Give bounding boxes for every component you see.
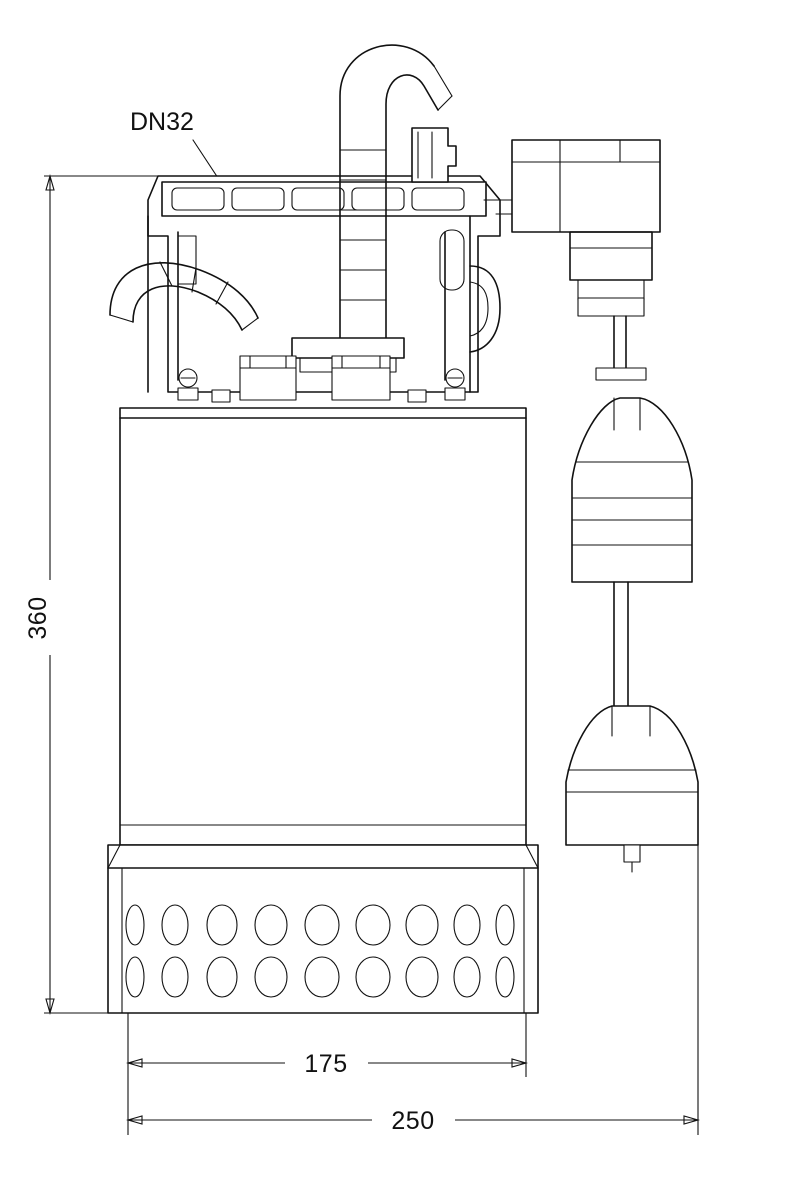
dimension-250: 250 [391,1107,435,1135]
suction-strainer [108,845,538,1013]
float-switch-housing [512,140,660,232]
float-upper [572,398,692,582]
pump-assembly [108,45,538,1013]
float-lower [566,706,698,845]
cable-gland [412,128,456,182]
discharge-flange [292,338,404,358]
dimension-360: 360 [24,596,52,640]
float-switch-assembly [512,140,698,872]
callout-dn32-label: DN32 [130,108,194,136]
dimension-175: 175 [304,1050,348,1078]
carry-handle [162,182,486,216]
motor-housing [120,408,526,845]
